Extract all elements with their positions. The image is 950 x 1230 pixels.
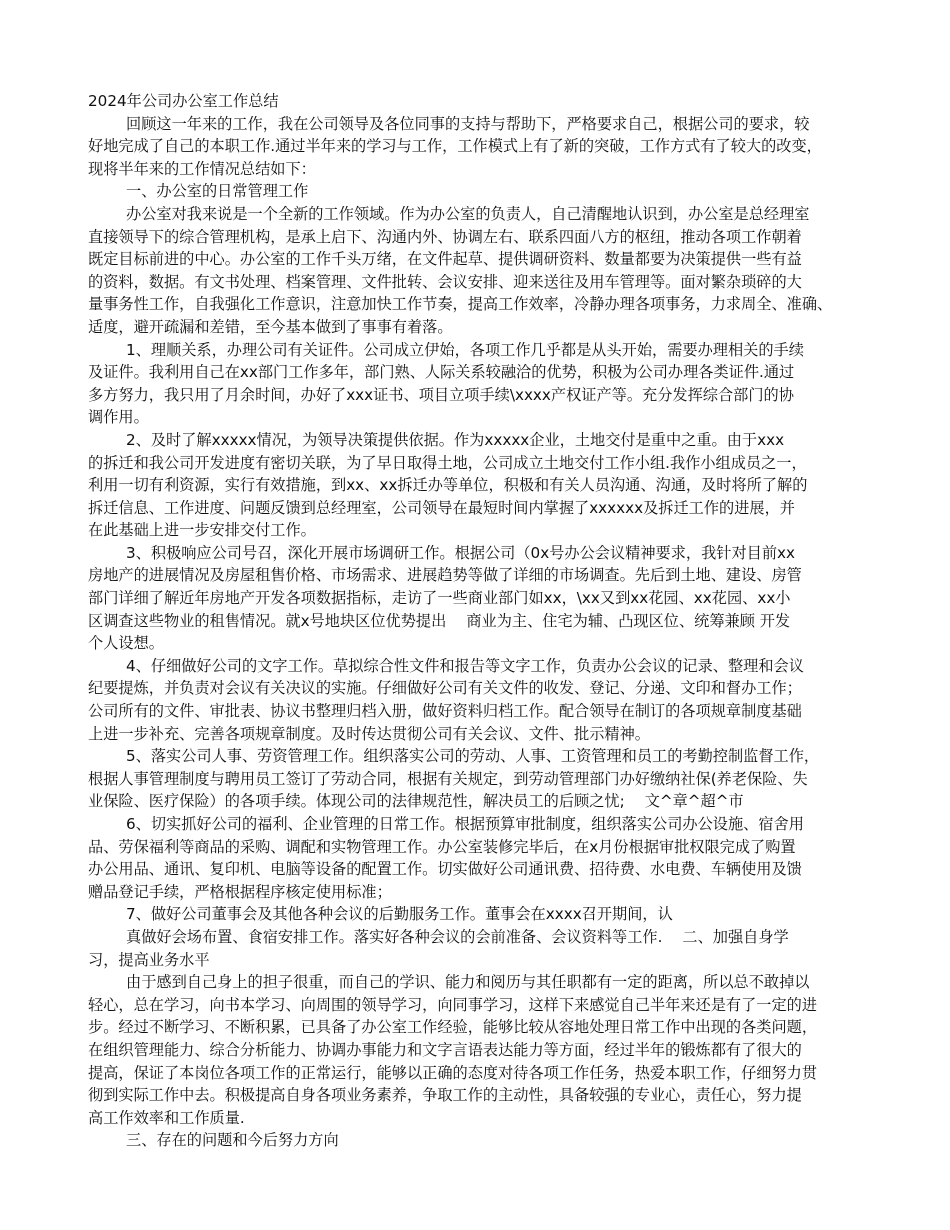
document-line: 7、做好公司董事会及其他各种会议的后勤服务工作。董事会在xxxx召开期间，认 bbox=[126, 905, 673, 924]
document-line: 多方努力，我只用了月余时间，办好了xxx证书、项目立项手续\xxxx产权证产等。充分发挥综合部门的协 bbox=[88, 385, 794, 404]
document-line: 在组织管理能力、综合分析能力、协调办事能力和文字言语表达能力等方面，经过半年的锻炼都有了很大的 bbox=[88, 1040, 802, 1059]
document-title: 2024年公司办公室工作总结 bbox=[88, 92, 279, 110]
document-line: 5、落实公司人事、劳资管理工作。组织落实公司的劳动、人事、工资管理和员工的考勤控制监督工作， bbox=[126, 747, 820, 766]
document-line: 个人设想。 bbox=[88, 634, 164, 653]
document-line: 的拆迁和我公司开发进度有密切关联，为了早日取得土地，公司成立土地交付工作小组.我作小组成员之一， bbox=[88, 453, 807, 472]
document-line: 赠品登记手续，严格根据程序核定使用标准； bbox=[88, 882, 392, 901]
document-line: 真做好会场布置、食宿安排工作。落实好各种会议的会前准备、会议资料等工作. 二、加强自身学 bbox=[126, 927, 789, 946]
document-line: 调作用。 bbox=[88, 408, 149, 427]
document-line: 纪要提炼，并负责对会议有关决议的实施。仔细做好公司有关文件的收发、登记、分递、文印和督办工作； bbox=[88, 679, 802, 698]
document-line: 2、及时了解xxxxx情况，为领导决策提供依据。作为xxxxx企业，土地交付是重中之重。由于xxx bbox=[126, 430, 785, 449]
document-line: 4、仔细做好公司的文字工作。草拟综合性文件和报告等文字工作，负责办公会议的记录、整理和会议 bbox=[126, 656, 804, 675]
document-line: 由于感到自己身上的担子很重，而自己的学识、能力和阅历与其任职都有一定的距离，所以总不敢掉以 bbox=[126, 973, 810, 992]
document-line: 部门详细了解近年房地产开发各项数据指标，走访了一些商业部门如xx，\xx又到xx花园、xx花园、xx小 bbox=[88, 589, 791, 608]
document-body bbox=[88, 90, 866, 1152]
document-line: 品、劳保福利等商品的采购、调配和实物管理工作。办公室装修完毕后，在x月份根据审批权限完成了购置 bbox=[88, 837, 796, 856]
document-line: 办公用品、通讯、复印机、电脑等设备的配置工作。切实做好公司通讯费、招待费、水电费、车辆使用及馈 bbox=[88, 860, 802, 879]
document-line: 彻到实际工作中去。积极提高自身各项业务素养，争取工作的主动性，具备较强的专业心，责任心，努力提 bbox=[88, 1086, 802, 1105]
document-line: 回顾这一年来的工作，我在公司领导及各位同事的支持与帮助下，严格要求自己，根据公司的要求，较 bbox=[126, 114, 810, 133]
document-line: 的资料，数据。有文书处理、档案管理、文件批转、会议安排、迎来送往及用车管理等。面对繁杂琐碎的大 bbox=[88, 272, 802, 291]
document-line: 根据人事管理制度与聘用员工签订了劳动合同，根据有关规定，到劳动管理部门办好缴纳社保(养老保险、失 bbox=[88, 769, 808, 788]
document-line: 1、理顺关系，办理公司有关证件。公司成立伊始，各项工作几乎都是从头开始，需要办理相关的手续 bbox=[126, 340, 804, 359]
document-line: 直接领导下的综合管理机构，是承上启下、沟通内外、协调左右、联系四面八方的枢纽，推动各项工作朝着 bbox=[88, 227, 802, 246]
document-line: 高工作效率和工作质量. bbox=[88, 1108, 245, 1127]
document-line: 6、切实抓好公司的福利、企业管理的日常工作。根据预算审批制度，组织落实公司办公设施、宿舍用 bbox=[126, 815, 804, 833]
document-line: 一、办公室的日常管理工作 bbox=[126, 182, 309, 201]
document-line: 办公室对我来说是一个全新的工作领域。作为办公室的负责人，自己清醒地认识到，办公室是总经理室 bbox=[126, 204, 810, 223]
document-line: 步。经过不断学习、不断积累，已具备了办公室工作经验，能够比较从容地处理日常工作中出现的各类问题， bbox=[88, 1018, 817, 1037]
document-line: 好地完成了自己的本职工作.通过半年来的学习与工作，工作模式上有了新的突破，工作方式有了较大的改变， bbox=[88, 137, 822, 156]
document-line: 公司所有的文件、审批表、协议书整理归档入册，做好资料归档工作。配合领导在制订的各项规章制度基础 bbox=[88, 702, 802, 721]
document-line: 在此基础上进一步安排交付工作。 bbox=[88, 521, 316, 540]
document-line: 利用一切有利资源，实行有效措施，到xx、xx拆迁办等单位，积极和有关人员沟通、沟通，及时将所了解的 bbox=[88, 476, 808, 495]
document-line: 三、存在的问题和今后努力方向 bbox=[126, 1131, 339, 1150]
document-line: 现将半年来的工作情况总结如下： bbox=[88, 159, 316, 178]
document-line: 拆迁信息、工作进度、问题反馈到总经理室，公司领导在最短时间内掌握了xxxxxx及拆迁工作的进展，并 bbox=[88, 498, 795, 517]
document-line: 习，提高业务水平 bbox=[88, 950, 210, 969]
document-line: 量事务性工作，自我强化工作意识，注意加快工作节奏，提高工作效率，冷静办理各项事务，力求周全、准确、 bbox=[88, 295, 833, 314]
document-line: 上进一步补充、完善各项规章制度。及时传达贯彻公司有关会议、文件、批示精神。 bbox=[88, 724, 650, 743]
document-line: 业保险、医疗保险）的各项手续。体现公司的法律规范性，解决员工的后顾之忧; 文^章^超^市 bbox=[88, 792, 744, 811]
document-line: 适度，避开疏漏和差错，至今基本做到了事事有着落。 bbox=[88, 317, 453, 336]
document-line: 提高，保证了本岗位各项工作的正常运行，能够以正确的态度对待各项工作任务，热爱本职工作，仔细努力贯 bbox=[88, 1063, 817, 1082]
document-line: 及证件。我利用自己在xx部门工作多年，部门熟、人际关系较融洽的优势，积极为公司办理各类证件.通过 bbox=[88, 363, 795, 382]
document-line: 轻心，总在学习，向书本学习、向周围的领导学习，向同事学习，这样下来感觉自己半年来还是有了一定的进 bbox=[88, 995, 817, 1014]
document-line: 3、积极响应公司号召，深化开展市场调研工作。根据公司（0x号办公会议精神要求，我针对目前xx bbox=[126, 543, 795, 562]
document-line: 既定目标前进的中心。办公室的工作千头万绪，在文件起草、提供调研资料、数量都要为决策提供一些有益 bbox=[88, 250, 802, 269]
document-line: 区调查这些物业的租售情况。就x号地块区位优势提出 商业为主、住宅为辅、凸现区位、统筹兼顾 开发 bbox=[88, 611, 791, 630]
document-line: 房地产的进展情况及房屋租售价格、市场需求、进展趋势等做了详细的市场调查。先后到土地、建设、房管 bbox=[88, 566, 802, 585]
